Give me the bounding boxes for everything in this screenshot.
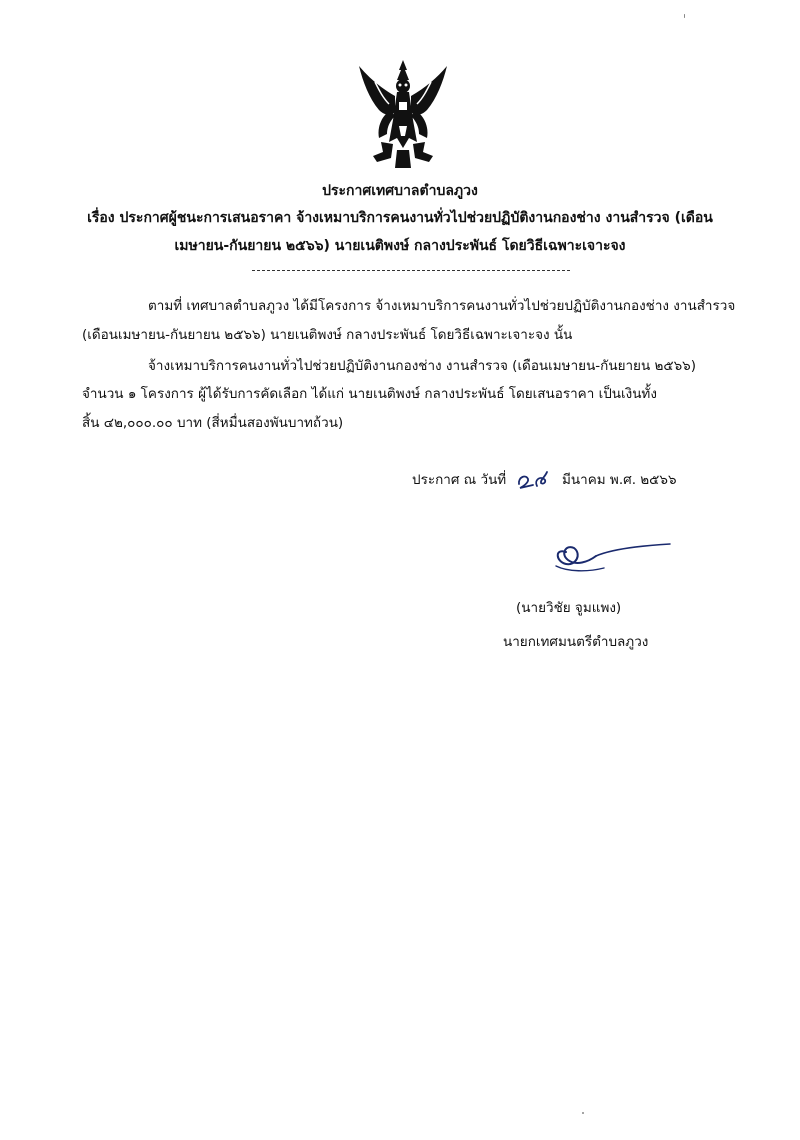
signer-position: นายกเทศมนตรีตำบลภูวง	[503, 634, 649, 650]
para2-line-2: จำนวน ๑ โครงการ ผู้ได้รับการคัดเลือก ได้แก่ นายเนติพงษ์ กลางประพันธ์ โดยเสนอราคา เป็นเงินทั้ง	[82, 386, 657, 402]
issuer-title: ประกาศเทศบาลตำบลภูวง	[322, 183, 478, 199]
announce-date-prefix: ประกาศ ณ วันที่	[412, 472, 507, 488]
subject-line-1: เรื่อง ประกาศผู้ชนะการเสนอราคา จ้างเหมาบริการคนงานทั่วไปช่วยปฏิบัติงานกองช่าง งานสำรวจ (เดือน	[87, 210, 713, 226]
para1-line-2: (เดือนเมษายน-กันยายน ๒๕๖๖) นายเนติพงษ์ กลางประพันธ์ โดยวิธีเฉพาะเจาะจง นั้น	[82, 327, 573, 343]
signer-name: (นายวิชัย จูมแพง)	[516, 600, 622, 616]
handwritten-signature	[548, 536, 674, 576]
announce-date-suffix: มีนาคม พ.ศ. ๒๕๖๖	[562, 472, 677, 488]
separator-rule	[252, 270, 570, 271]
para1-line-1: ตามที่ เทศบาลตำบลภูวง ได้มีโครงการ จ้างเหมาบริการคนงานทั่วไปช่วยปฏิบัติงานกองช่าง งานสำรวจ	[148, 298, 736, 314]
handwritten-day	[516, 468, 554, 490]
para2-line-3: สิ้น ๔๒,๐๐๐.๐๐ บาท (สี่หมื่นสองพันบาทถ้วน)	[82, 415, 344, 431]
garuda-emblem-icon	[357, 58, 449, 170]
scan-speck	[684, 14, 685, 18]
scan-speck	[582, 1112, 584, 1114]
para2-line-1: จ้างเหมาบริการคนงานทั่วไปช่วยปฏิบัติงานกองช่าง งานสำรวจ (เดือนเมษายน-กันยายน ๒๕๖๖)	[148, 358, 697, 374]
subject-line-2: เมษายน-กันยายน ๒๕๖๖) นายเนติพงษ์ กลางประพันธ์ โดยวิธีเฉพาะเจาะจง	[174, 238, 626, 254]
